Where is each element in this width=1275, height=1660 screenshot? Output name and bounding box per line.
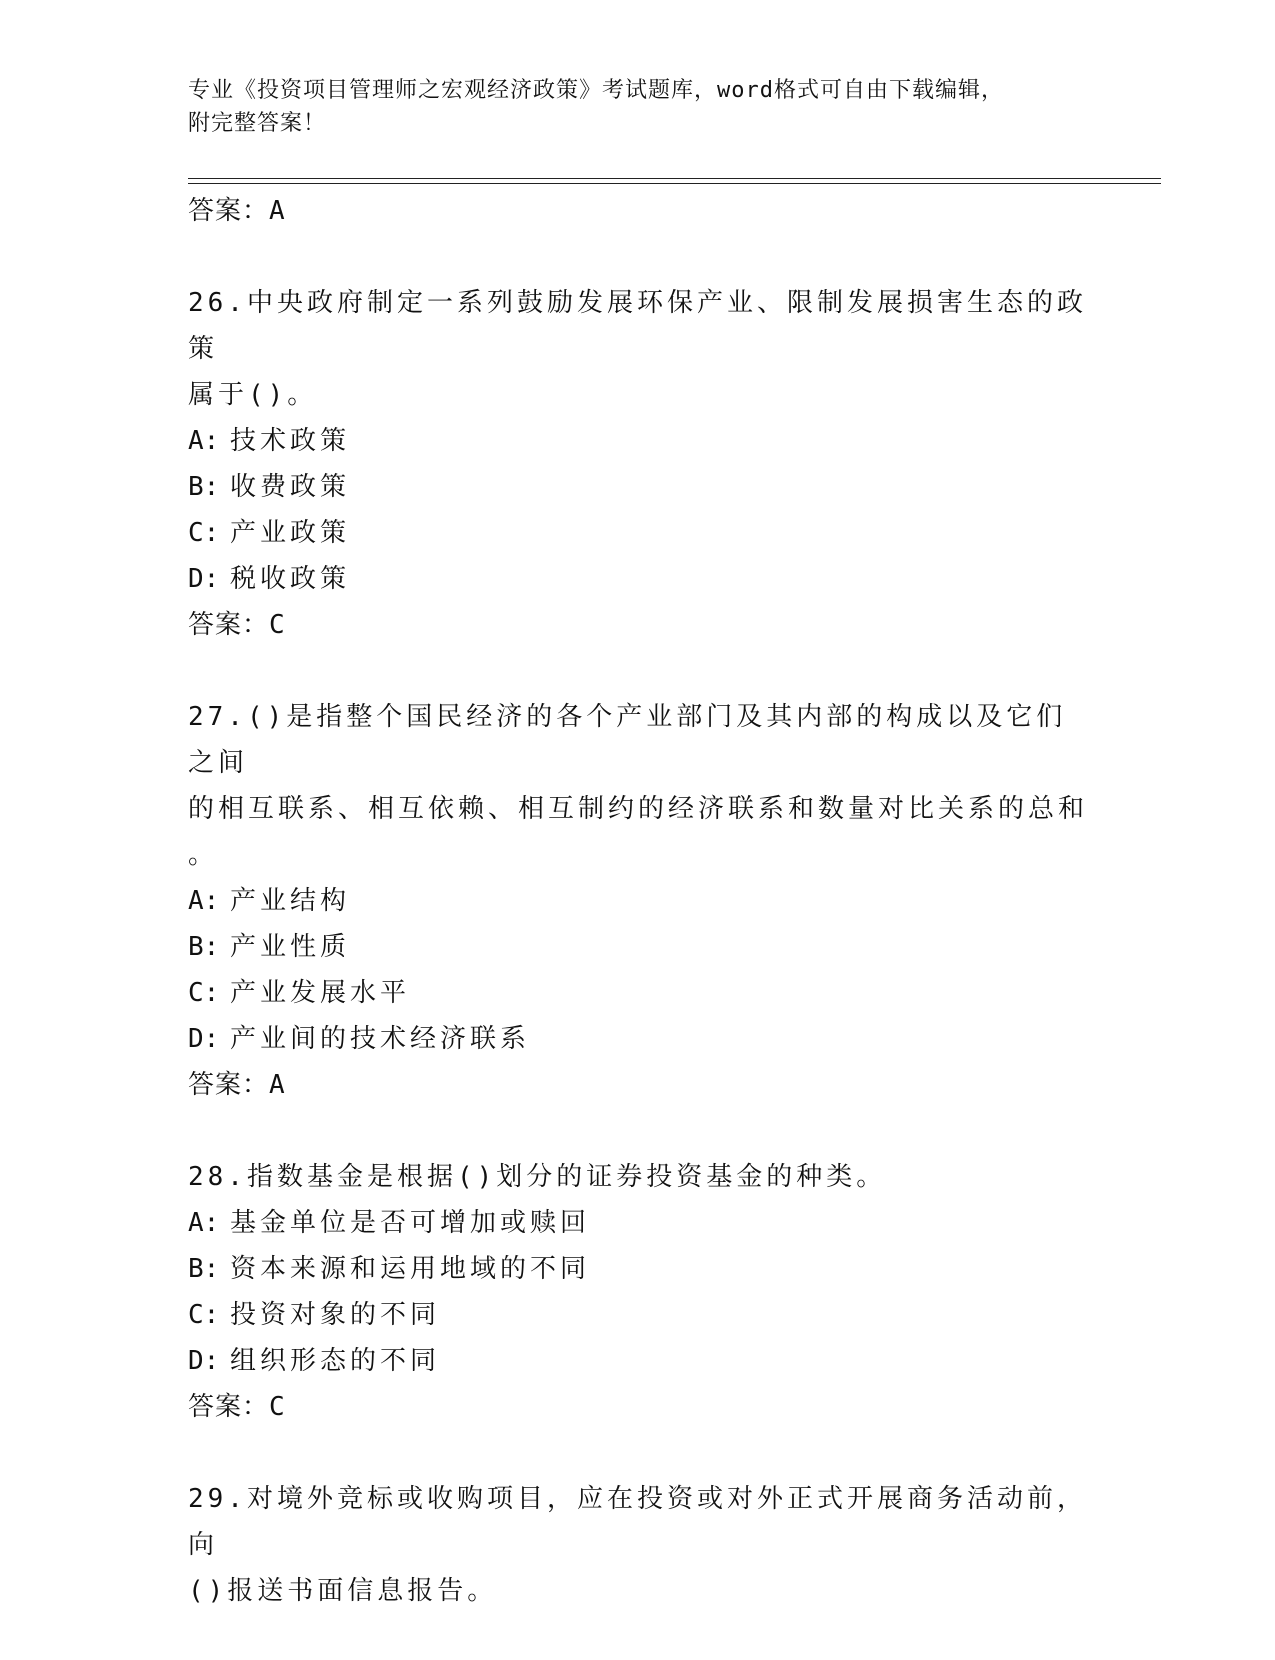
answer-option bbox=[188, 418, 1088, 464]
option-text: 产业性质 bbox=[230, 932, 351, 962]
option-letter: A: bbox=[188, 886, 220, 916]
option-text: 产业发展水平 bbox=[230, 978, 411, 1008]
option-text: 产业结构 bbox=[230, 886, 351, 916]
question-list bbox=[188, 280, 1088, 1660]
option-letter: B: bbox=[188, 472, 220, 502]
option-letter: D: bbox=[188, 1024, 220, 1054]
question-stem bbox=[188, 1476, 1088, 1614]
question-stem-line: 的相互联系、相互依赖、相互制约的经济联系和数量对比关系的总和 bbox=[188, 794, 1089, 824]
question-block bbox=[188, 1476, 1088, 1614]
answer-option bbox=[188, 970, 1088, 1016]
question-stem-line: ()报送书面信息报告。 bbox=[188, 1576, 498, 1606]
option-text: 技术政策 bbox=[230, 426, 351, 456]
answer-option bbox=[188, 556, 1088, 602]
header-divider-top bbox=[188, 178, 1161, 179]
option-text: 组织形态的不同 bbox=[230, 1346, 441, 1376]
document-header bbox=[188, 74, 1068, 140]
question-answer: 答案：A bbox=[188, 1070, 286, 1100]
answer-option bbox=[188, 464, 1088, 510]
answer-option bbox=[188, 510, 1088, 556]
option-letter: A: bbox=[188, 1208, 220, 1238]
option-text: 产业政策 bbox=[230, 518, 351, 548]
question-answer: 答案：C bbox=[188, 1392, 286, 1422]
question-stem-line: 26.中央政府制定一系列鼓励发展环保产业、限制发展损害生态的政策 bbox=[188, 288, 1087, 364]
answer-option bbox=[188, 1292, 1088, 1338]
option-text: 资本来源和运用地域的不同 bbox=[230, 1254, 591, 1284]
previous-answer: 答案：A bbox=[188, 196, 286, 226]
option-letter: A: bbox=[188, 426, 220, 456]
answer-option bbox=[188, 1246, 1088, 1292]
question-stem-line: 属于()。 bbox=[188, 380, 318, 410]
question-block bbox=[188, 694, 1088, 1108]
question-stem-line: 28.指数基金是根据()划分的证券投资基金的种类。 bbox=[188, 1162, 887, 1192]
question-stem-line: 29.对境外竞标或收购项目，应在投资或对外正式开展商务活动前，向 bbox=[188, 1484, 1087, 1560]
option-letter: D: bbox=[188, 1346, 220, 1376]
answer-option bbox=[188, 1338, 1088, 1384]
option-text: 税收政策 bbox=[230, 564, 351, 594]
option-text: 产业间的技术经济联系 bbox=[230, 1024, 531, 1054]
option-letter: C: bbox=[188, 978, 220, 1008]
question-answer: 答案：C bbox=[188, 610, 286, 640]
option-text: 投资对象的不同 bbox=[230, 1300, 441, 1330]
option-text: 收费政策 bbox=[230, 472, 351, 502]
question-stem-line: 。 bbox=[188, 840, 219, 870]
header-line-2: 附完整答案！ bbox=[188, 111, 327, 136]
question-block bbox=[188, 1154, 1088, 1430]
option-letter: C: bbox=[188, 518, 220, 548]
question-stem-line: 27.()是指整个国民经济的各个产业部门及其内部的构成以及它们之间 bbox=[188, 702, 1067, 778]
header-divider-bottom bbox=[188, 183, 1161, 184]
question-block bbox=[188, 280, 1088, 648]
option-letter: B: bbox=[188, 1254, 220, 1284]
answer-option bbox=[188, 924, 1088, 970]
answer-option bbox=[188, 1016, 1088, 1062]
option-letter: B: bbox=[188, 932, 220, 962]
question-stem bbox=[188, 1154, 1088, 1200]
option-text: 基金单位是否可增加或赎回 bbox=[230, 1208, 591, 1238]
question-stem bbox=[188, 694, 1088, 878]
question-stem bbox=[188, 280, 1088, 418]
header-line-1: 专业《投资项目管理师之宏观经济政策》考试题库，word格式可自由下载编辑， bbox=[188, 78, 1004, 103]
option-letter: D: bbox=[188, 564, 220, 594]
option-letter: C: bbox=[188, 1300, 220, 1330]
answer-option bbox=[188, 1200, 1088, 1246]
answer-option bbox=[188, 878, 1088, 924]
